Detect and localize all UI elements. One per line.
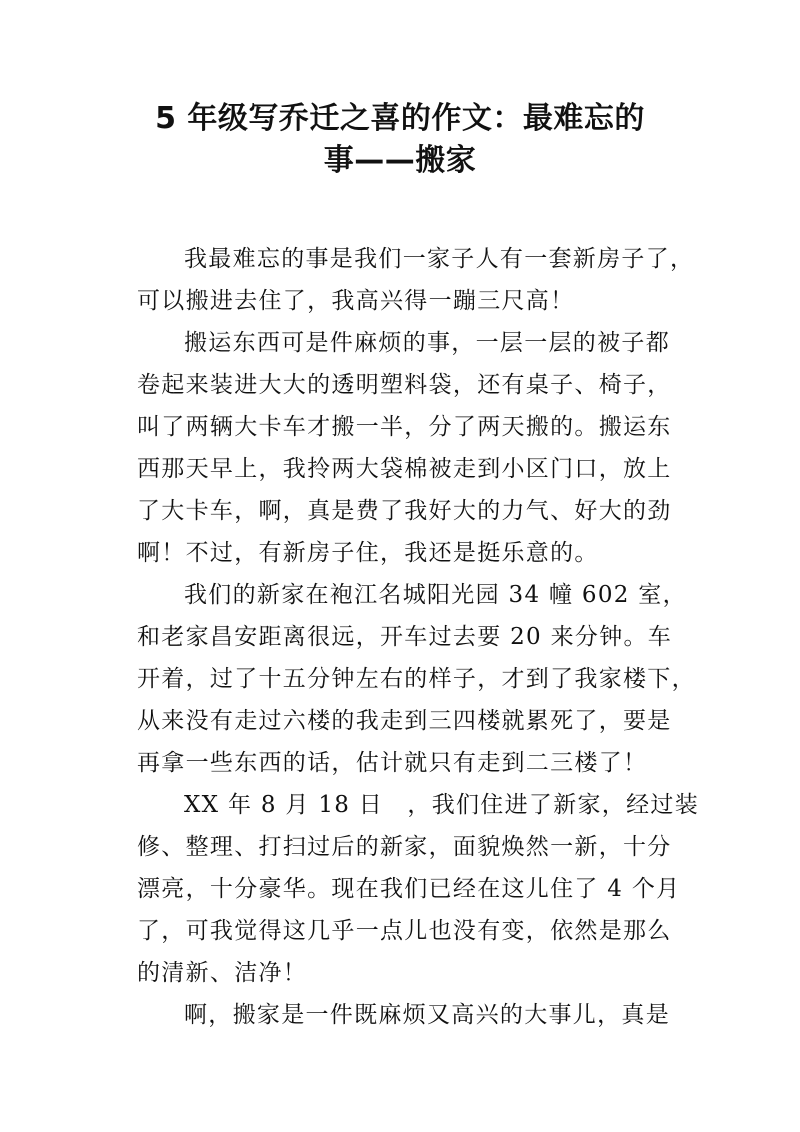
text-line: 和老家昌安距离很远，开车过去要 20 来分钟。车 [137,624,673,650]
text-line: 修、整理、打扫过后的新家，面貌焕然一新，十分 [137,834,672,860]
text-line: 从来没有走过六楼的我走到三四楼就累死了，要是 [137,708,672,734]
text-line: 卷起来装进大大的透明塑料袋，还有桌子、椅子， [137,372,672,398]
text-line: 搬运东西可是件麻烦的事，一层一层的被子都 [184,330,670,356]
text-line: 再拿一些东西的话，估计就只有走到二三楼了！ [137,750,648,776]
text-line: 漂亮，十分豪华。现在我们已经在这儿住了 4 个月 [137,876,681,902]
paragraph [137,322,697,574]
text-line: 可以搬进去住了，我高兴得一蹦三尺高！ [137,288,575,314]
document-title [0,98,800,182]
text-line: 我们的新家在袍江名城阳光园 34 幢 602 室， [184,582,687,608]
text-line: 啊！不过，有新房子住，我还是挺乐意的。 [137,540,599,566]
text-line: XX 年 8 月 18 日 ，我们住进了新家，经过装 [184,792,700,818]
document-body [137,238,700,1036]
text-line: 了大卡车，啊，真是费了我好大的力气、好大的劲 [137,498,672,524]
paragraph [137,784,700,994]
text-line: 西那天早上，我拎两大袋棉被走到小区门口，放上 [137,456,672,482]
title-line: 5 年级写乔迁之喜的作文：最难忘的 [155,101,645,136]
text-line: 的清新、洁净！ [137,960,308,986]
paragraph [137,574,697,784]
text-line: 开着，过了十五分钟左右的样子，才到了我家楼下， [137,666,696,692]
text-line: 啊，搬家是一件既麻烦又高兴的大事儿，真是 [184,1002,670,1028]
paragraph [137,994,697,1036]
text-line: 我最难忘的事是我们一家子人有一套新房子了， [184,246,695,272]
text-line: 了，可我觉得这几乎一点儿也没有变，依然是那么 [137,918,672,944]
text-line: 叫了两辆大卡车才搬一半，分了两天搬的。搬运东 [137,414,672,440]
title-line: 事——搬家 [323,143,477,178]
paragraph [137,238,697,322]
